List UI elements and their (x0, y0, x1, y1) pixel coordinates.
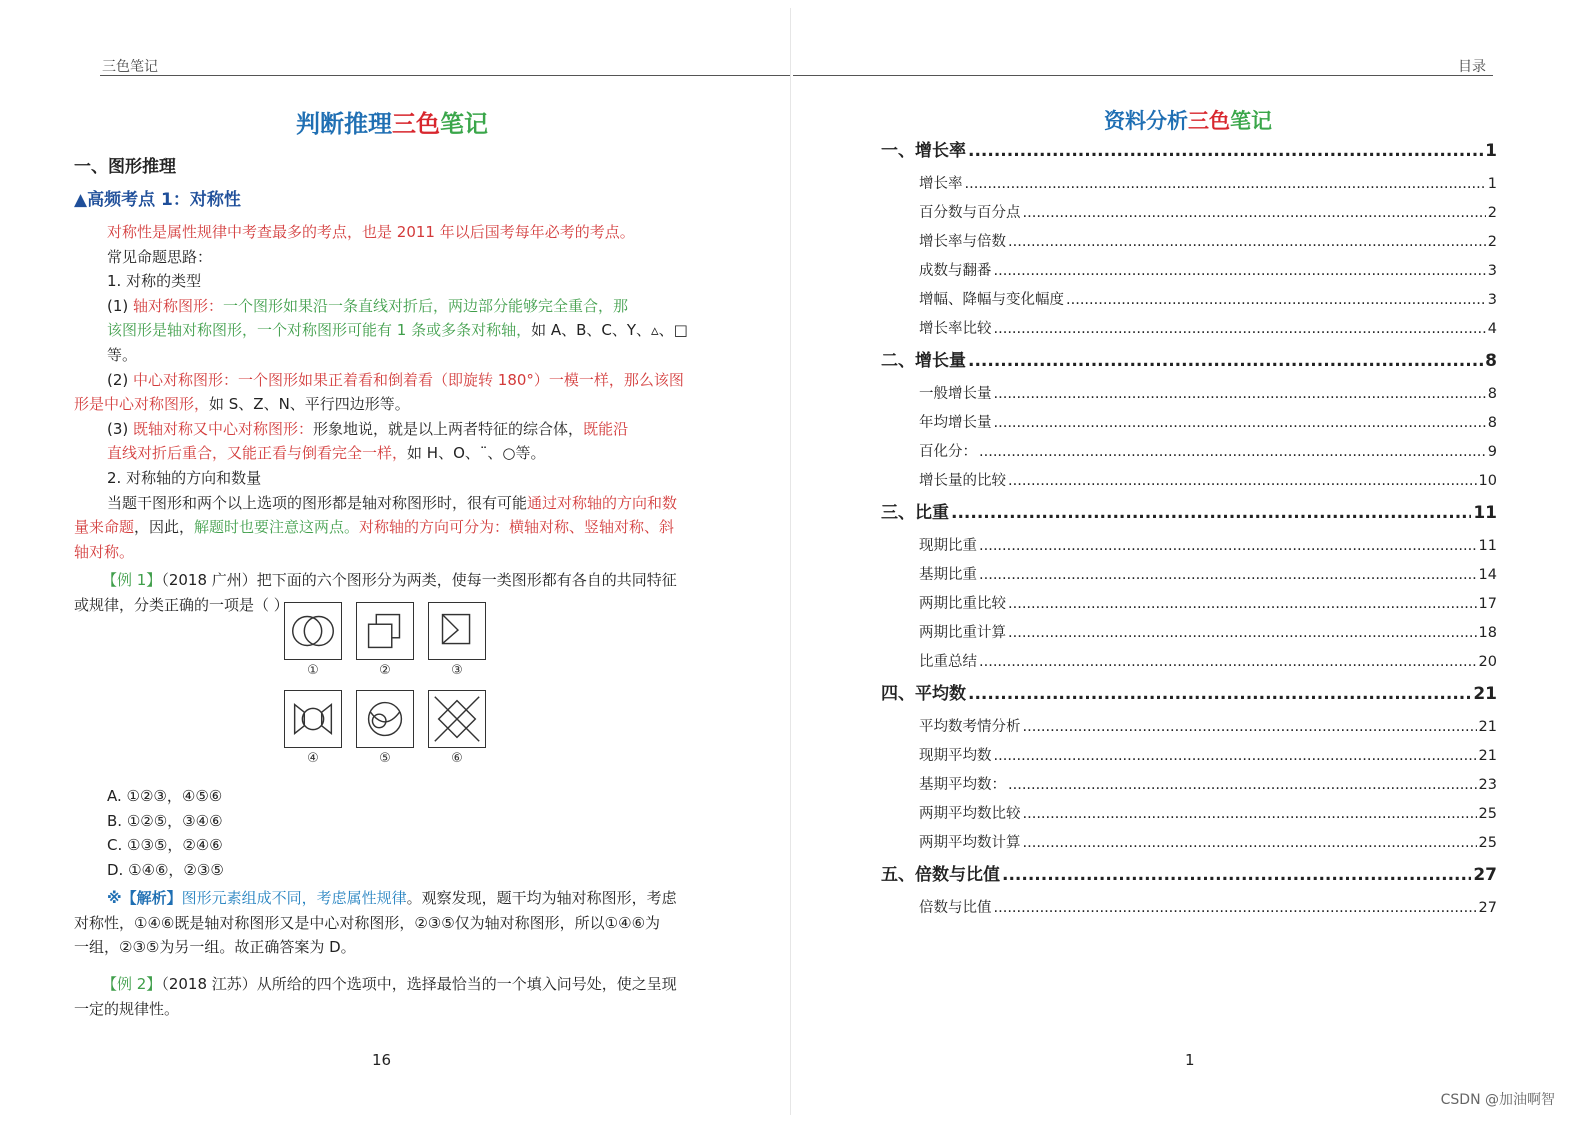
toc-section-entry[interactable] (881, 346, 1497, 382)
paragraph: 一定的规律性。 (74, 999, 180, 1018)
option-b: B. ①②⑤，③④⑥ (107, 811, 223, 830)
running-header: 目录 (1458, 59, 1486, 75)
toc-leader-dots (979, 444, 1486, 460)
header-rule (100, 75, 790, 76)
toc-section-entry[interactable] (881, 679, 1497, 715)
toc-leader-dots (994, 263, 1486, 279)
text-run: 该图形是轴对称图形，一个对称图形可能有 1 条或多条对称轴， (107, 321, 532, 340)
paragraph: 或规律，分类正确的一项是（ ） (74, 595, 289, 614)
toc-entry-label: 两期比重计算 (919, 625, 1006, 641)
paragraph (74, 441, 694, 466)
toc-entry-label: 两期比重比较 (919, 596, 1006, 612)
toc-entry-page: 1 (1485, 141, 1497, 161)
toc-subsection-entry[interactable] (881, 440, 1497, 469)
paragraph (74, 972, 694, 997)
text-run: 如 A、B、C、Y、▵、□等。 (107, 321, 688, 364)
toc-section-entry[interactable] (881, 136, 1497, 172)
figure-1 (284, 602, 342, 660)
paragraph: 2. 对称轴的方向和数量 (107, 468, 262, 487)
toc-subsection-entry[interactable] (881, 831, 1497, 860)
text-run: 如 S、Z、N、平行四边形等。 (209, 395, 410, 414)
toc-entry-page: 4 (1487, 321, 1497, 337)
paragraph (74, 491, 694, 516)
toc-leader-dots (951, 503, 1471, 523)
figure-label: ③ (451, 663, 463, 678)
toc-subsection-entry[interactable] (881, 592, 1497, 621)
example-2 (74, 972, 694, 1021)
toc-entry-label: 一般增长量 (919, 386, 992, 402)
toc-subsection-entry[interactable] (881, 382, 1497, 411)
figure-2 (356, 602, 414, 660)
toc-leader-dots (968, 351, 1483, 371)
toc-leader-dots (968, 141, 1483, 161)
page-number: 16 (372, 1051, 392, 1069)
right-page (793, 8, 1589, 1115)
toc-entry-page: 25 (1478, 806, 1497, 822)
toc-subsection-entry[interactable] (881, 715, 1497, 744)
toc-entry-label: 成数与翻番 (919, 263, 992, 279)
toc-entry-label: 五、倍数与比值 (881, 865, 1000, 885)
toc-entry-page: 20 (1478, 654, 1497, 670)
paragraph: 1. 对称的类型 (107, 272, 202, 291)
toc-entry-page: 25 (1478, 835, 1497, 851)
toc-entry-label: 三、比重 (881, 503, 949, 523)
paragraph (74, 392, 694, 417)
text-run: (1) (107, 296, 129, 315)
figure-label: ① (307, 663, 319, 678)
toc-entry-label: 一、增长率 (881, 141, 966, 161)
toc-entry-label: 基期平均数： (919, 777, 1006, 793)
analysis-tag: ※【解析】 (107, 889, 182, 907)
toc-entry-page: 17 (1478, 596, 1497, 612)
paragraph: 一组，②③⑤为另一组。故正确答案为 D。 (74, 938, 356, 957)
toc-entry-label: 增长率比较 (919, 321, 992, 337)
toc-entry-page: 8 (1487, 386, 1497, 402)
text-run: 图形元素组成不同，考虑属性规律 (181, 889, 407, 907)
subsection-heading (74, 188, 241, 213)
toc-entry-page: 9 (1487, 444, 1497, 460)
paragraph: 对称性是属性规律中考查最多的考点，也是 2011 年以后国考每年必考的考点。 (107, 223, 635, 241)
title-part: 判断推理 (296, 110, 392, 138)
title-part: 笔记 (1230, 109, 1272, 133)
text-run: (2) (107, 370, 129, 389)
title-part: 笔记 (440, 110, 488, 138)
option-d: D. ①④⑥，②③⑤ (107, 860, 224, 879)
toc-entry-label: 两期平均数比较 (919, 806, 1021, 822)
toc-leader-dots (979, 567, 1477, 583)
toc-entry-page: 21 (1473, 684, 1497, 704)
paragraph: 对称性，①④⑥既是轴对称图形又是中心对称图形，②③⑤仅为轴对称图形，所以①④⑥为 (74, 913, 661, 932)
paragraph: 常见命题思路： (107, 247, 213, 266)
section-heading: 一、图形推理 (74, 157, 176, 177)
toc-subsection-entry[interactable] (881, 534, 1497, 563)
toc-subsection-entry[interactable] (881, 896, 1497, 925)
toc-leader-dots (979, 654, 1477, 670)
toc-entry-page: 18 (1478, 625, 1497, 641)
toc-subsection-entry[interactable] (881, 288, 1497, 317)
figure-3 (428, 602, 486, 660)
toc-leader-dots (1023, 806, 1477, 822)
toc-entry-label: 两期平均数计算 (919, 835, 1021, 851)
toc-leader-dots (994, 415, 1486, 431)
text-run: 一个图形如果沿一条直线对折后，两边部分能够完全重合，那 (223, 296, 629, 315)
title-part: 资料分析 (1104, 109, 1188, 133)
toc-entry-page: 27 (1478, 900, 1497, 916)
text-run: 既轴对称又中心对称图形： (133, 419, 314, 438)
header-rule (793, 75, 1493, 76)
example-1 (74, 568, 694, 593)
option-c: C. ①③⑤，②④⑥ (107, 836, 223, 855)
title-part: 三色 (1188, 109, 1230, 133)
subsection-text: ▲高频考点 1：对称性 (74, 190, 241, 210)
toc-entry-page: 8 (1487, 415, 1497, 431)
toc-entry-page: 2 (1487, 234, 1497, 250)
toc-entry-label: 年均增长量 (919, 415, 992, 431)
text-run: 解题时也要注意这两点。 (194, 518, 360, 537)
text-run: 量来命题 (74, 518, 135, 537)
text-run: 中心对称图形：一个图形如果正着看和倒着看（即旋转 180°）一模一样，那么该图 (133, 370, 684, 389)
watermark: CSDN @加油啊智 (1440, 1092, 1555, 1108)
paragraph (74, 368, 694, 393)
text-run: ，因此， (134, 518, 195, 537)
toc-entry-label: 增长率与倍数 (919, 234, 1006, 250)
text-run: 对称轴的方向可分为：横轴对称、竖轴对称、斜 (359, 518, 675, 537)
toc-subsection-entry[interactable] (881, 744, 1497, 773)
toc-subsection-entry[interactable] (881, 259, 1497, 288)
toc-subsection-entry[interactable] (881, 411, 1497, 440)
toc-entry-label: 二、增长量 (881, 351, 966, 371)
toc-subsection-entry[interactable] (881, 230, 1497, 259)
text-run: （2018 广州）把下面的六个图形分为两类，使每一类图形都有各自的共同特征 (161, 571, 677, 590)
toc-leader-dots (1008, 473, 1477, 489)
toc-entry-label: 四、平均数 (881, 684, 966, 704)
text-run: 直线对折后重合，又能正看与倒看完全一样， (107, 444, 408, 463)
text-run: 形是中心对称图形， (74, 395, 210, 414)
example-tag: 【例 2】 (102, 975, 162, 993)
toc-leader-dots (1023, 205, 1486, 221)
toc-entry-page: 11 (1478, 538, 1497, 554)
figure-4 (284, 690, 342, 748)
page-title (793, 105, 1583, 135)
toc-leader-dots (1023, 719, 1477, 735)
toc-subsection-entry[interactable] (881, 317, 1497, 346)
toc-leader-dots (994, 386, 1486, 402)
toc-entry-label: 增长率 (919, 176, 963, 192)
text-run: （2018 江苏）从所给的四个选项中，选择最恰当的一个填入问号处，使之呈现 (161, 975, 677, 993)
toc-entry-page: 1 (1487, 176, 1497, 192)
toc-subsection-entry[interactable] (881, 650, 1497, 679)
toc-entry-page: 3 (1487, 263, 1497, 279)
toc-leader-dots (979, 538, 1477, 554)
toc-entry-page: 21 (1478, 719, 1497, 735)
left-page (2, 8, 791, 1115)
toc-entry-label: 现期比重 (919, 538, 977, 554)
toc-subsection-entry[interactable] (881, 802, 1497, 831)
toc-leader-dots (1002, 865, 1471, 885)
figure-label: ② (379, 663, 391, 678)
toc-subsection-entry[interactable] (881, 563, 1497, 592)
toc-entry-label: 现期平均数 (919, 748, 992, 764)
toc-entry-page: 10 (1478, 473, 1497, 489)
text-run: 轴对称图形： (133, 296, 224, 315)
text-run: 当题干图形和两个以上选项的图形都是轴对称图形时，很有可能 (107, 493, 528, 512)
example-tag: 【例 1】 (102, 571, 162, 590)
running-header: 三色笔记 (102, 59, 158, 75)
table-of-contents (881, 136, 1497, 925)
toc-leader-dots (1066, 292, 1486, 308)
toc-leader-dots (965, 176, 1486, 192)
page-number: 1 (1185, 1051, 1195, 1069)
paragraph: 轴对称。 (74, 542, 135, 561)
toc-leader-dots (994, 321, 1486, 337)
toc-entry-label: 增幅、降幅与变化幅度 (919, 292, 1064, 308)
figure-6 (428, 690, 486, 748)
toc-leader-dots (1008, 234, 1486, 250)
paragraph (74, 318, 694, 367)
toc-leader-dots (968, 684, 1471, 704)
title-part: 三色 (392, 110, 440, 138)
paragraph (74, 294, 694, 319)
toc-leader-dots (994, 748, 1477, 764)
figure-label: ⑤ (379, 751, 391, 766)
toc-entry-label: 百分数与百分点 (919, 205, 1021, 221)
text-run: (3) (107, 419, 129, 438)
text-run: 如 H、O、¨、○等。 (407, 444, 546, 463)
toc-subsection-entry[interactable] (881, 201, 1497, 230)
toc-subsection-entry[interactable] (881, 172, 1497, 201)
toc-subsection-entry[interactable] (881, 621, 1497, 650)
toc-entry-page: 14 (1478, 567, 1497, 583)
toc-entry-label: 增长量的比较 (919, 473, 1006, 489)
toc-subsection-entry[interactable] (881, 469, 1497, 498)
toc-entry-label: 比重总结 (919, 654, 977, 670)
body-text (74, 220, 694, 618)
paragraph (74, 417, 694, 442)
toc-entry-page: 11 (1473, 503, 1497, 523)
toc-entry-label: 平均数考情分析 (919, 719, 1021, 735)
toc-entry-page: 8 (1485, 351, 1497, 371)
answer-options (107, 784, 224, 882)
toc-section-entry[interactable] (881, 860, 1497, 896)
toc-subsection-entry[interactable] (881, 773, 1497, 802)
option-a: A. ①②③，④⑤⑥ (107, 787, 223, 805)
figure-grid (284, 602, 494, 770)
paragraph (74, 886, 694, 911)
toc-entry-label: 百化分： (919, 444, 977, 460)
toc-entry-page: 27 (1473, 865, 1497, 885)
text-run: 既能沿 (583, 419, 629, 438)
figure-label: ④ (307, 751, 319, 766)
toc-leader-dots (994, 900, 1477, 916)
page-title (0, 104, 790, 139)
toc-entry-page: 2 (1487, 205, 1497, 221)
text-run: 通过对称轴的方向和数 (527, 493, 678, 512)
toc-leader-dots (1008, 596, 1477, 612)
figure-5 (356, 690, 414, 748)
toc-leader-dots (1008, 777, 1477, 793)
toc-entry-page: 23 (1478, 777, 1497, 793)
text-run: 。观察发现，题干均为轴对称图形，考虑 (406, 889, 677, 907)
toc-entry-label: 倍数与比值 (919, 900, 992, 916)
toc-leader-dots (1023, 835, 1477, 851)
toc-entry-label: 基期比重 (919, 567, 977, 583)
text-run: 形象地说，就是以上两者特征的综合体， (313, 419, 584, 438)
paragraph (74, 515, 694, 540)
toc-leader-dots (1008, 625, 1477, 641)
figure-label: ⑥ (451, 751, 463, 766)
toc-entry-page: 3 (1487, 292, 1497, 308)
toc-section-entry[interactable] (881, 498, 1497, 534)
toc-entry-page: 21 (1478, 748, 1497, 764)
analysis (74, 886, 694, 960)
